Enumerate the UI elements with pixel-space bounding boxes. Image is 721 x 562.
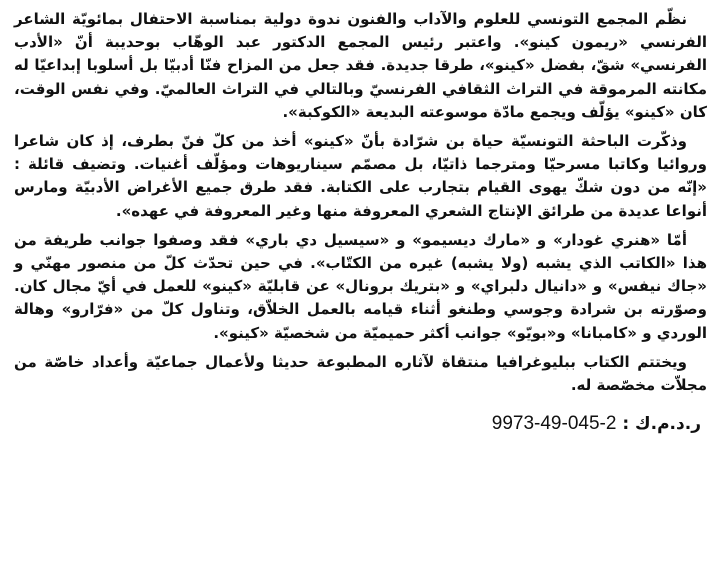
- paragraph-contributors: أمّا «هنري غودار» و «مارك ديسيمو» و «سيسيل دي باري» فقد وصفوا جوانب طريفة من هذا «الكاتب الذي يشبه (ولا يشبه) غيره من الكتّاب». في حين تحدّث كلّ من منصور مهنّي و «جاك نيفس» و «دانيال دلبراي» و «بتريك برونال» عن قابليّة «كينو» للعمل في أيّ مجال كان. وصوّرته بن شرادة وجوسي وطنغو أثناء قيامه بالعمل الخلاّق، وتناول كلّ من «فرّارو» وهالة الوردي و «كامبانا» و«بويّو» جوانب أكثر حميميّة من شخصيّة «كينو».: [14, 230, 707, 342]
- paragraph-ben-cherrada: وذكّرت الباحثة التونسيّة حياة بن شرّادة بأنّ «كينو» أخذ من كلّ فنّ بطرف، إذ كان شاعرا وروائيا وكاتبا مسرحيّا ومترجما ذاتيّا، بل مصمّم سيناريوهات ومؤلّف أغنيات. وتضيف قائلة : «إنّه من دون شكّ يهوى القيام بتجارب على الكتابة. فقد طرق جميع الأغراض الأدبيّة ومارس أنواعا عديدة من طرائق الإنتاج الشعري المعروفة منها وغير المعروفة في عهده».: [14, 132, 707, 220]
- paragraph-symposium-intro: نظّم المجمع التونسي للعلوم والآداب والفنون ندوة دولية بمناسبة الاحتفال بمائويّة الشاعر الفرنسي «ريمون كينو». واعتبر رئيس المجمع الدكتور عبد الوهّاب بوحديبة أنّ «الأدب الفرنسي» شقّ، بفضل «كينو»، طرقا جديدة. فقد جعل من المزاح فنّا أدبيّا بل أسلوبا إبداعيّا له مكانته المرموقة في التراث الثقافي الفرنسيّ وبالتالي في التراث العالميّ. وفي نفس الوقت، كان «كينو» يؤلّف ويجمع مادّة موسوعته البديعة «الكوكبة».: [14, 10, 707, 121]
- isbn-number: 9973-49-045-2: [491, 413, 617, 435]
- paragraph-bibliography: ويختتم الكتاب ببليوغرافيا منتقاة لآثاره المطبوعة حديثا ولأعمال جماعيّة وأعداد خاصّة من مجلاّت مخصّصة له.: [14, 352, 707, 395]
- isbn-line: [14, 411, 707, 437]
- isbn-label: ر.د.م.ك :: [622, 414, 701, 435]
